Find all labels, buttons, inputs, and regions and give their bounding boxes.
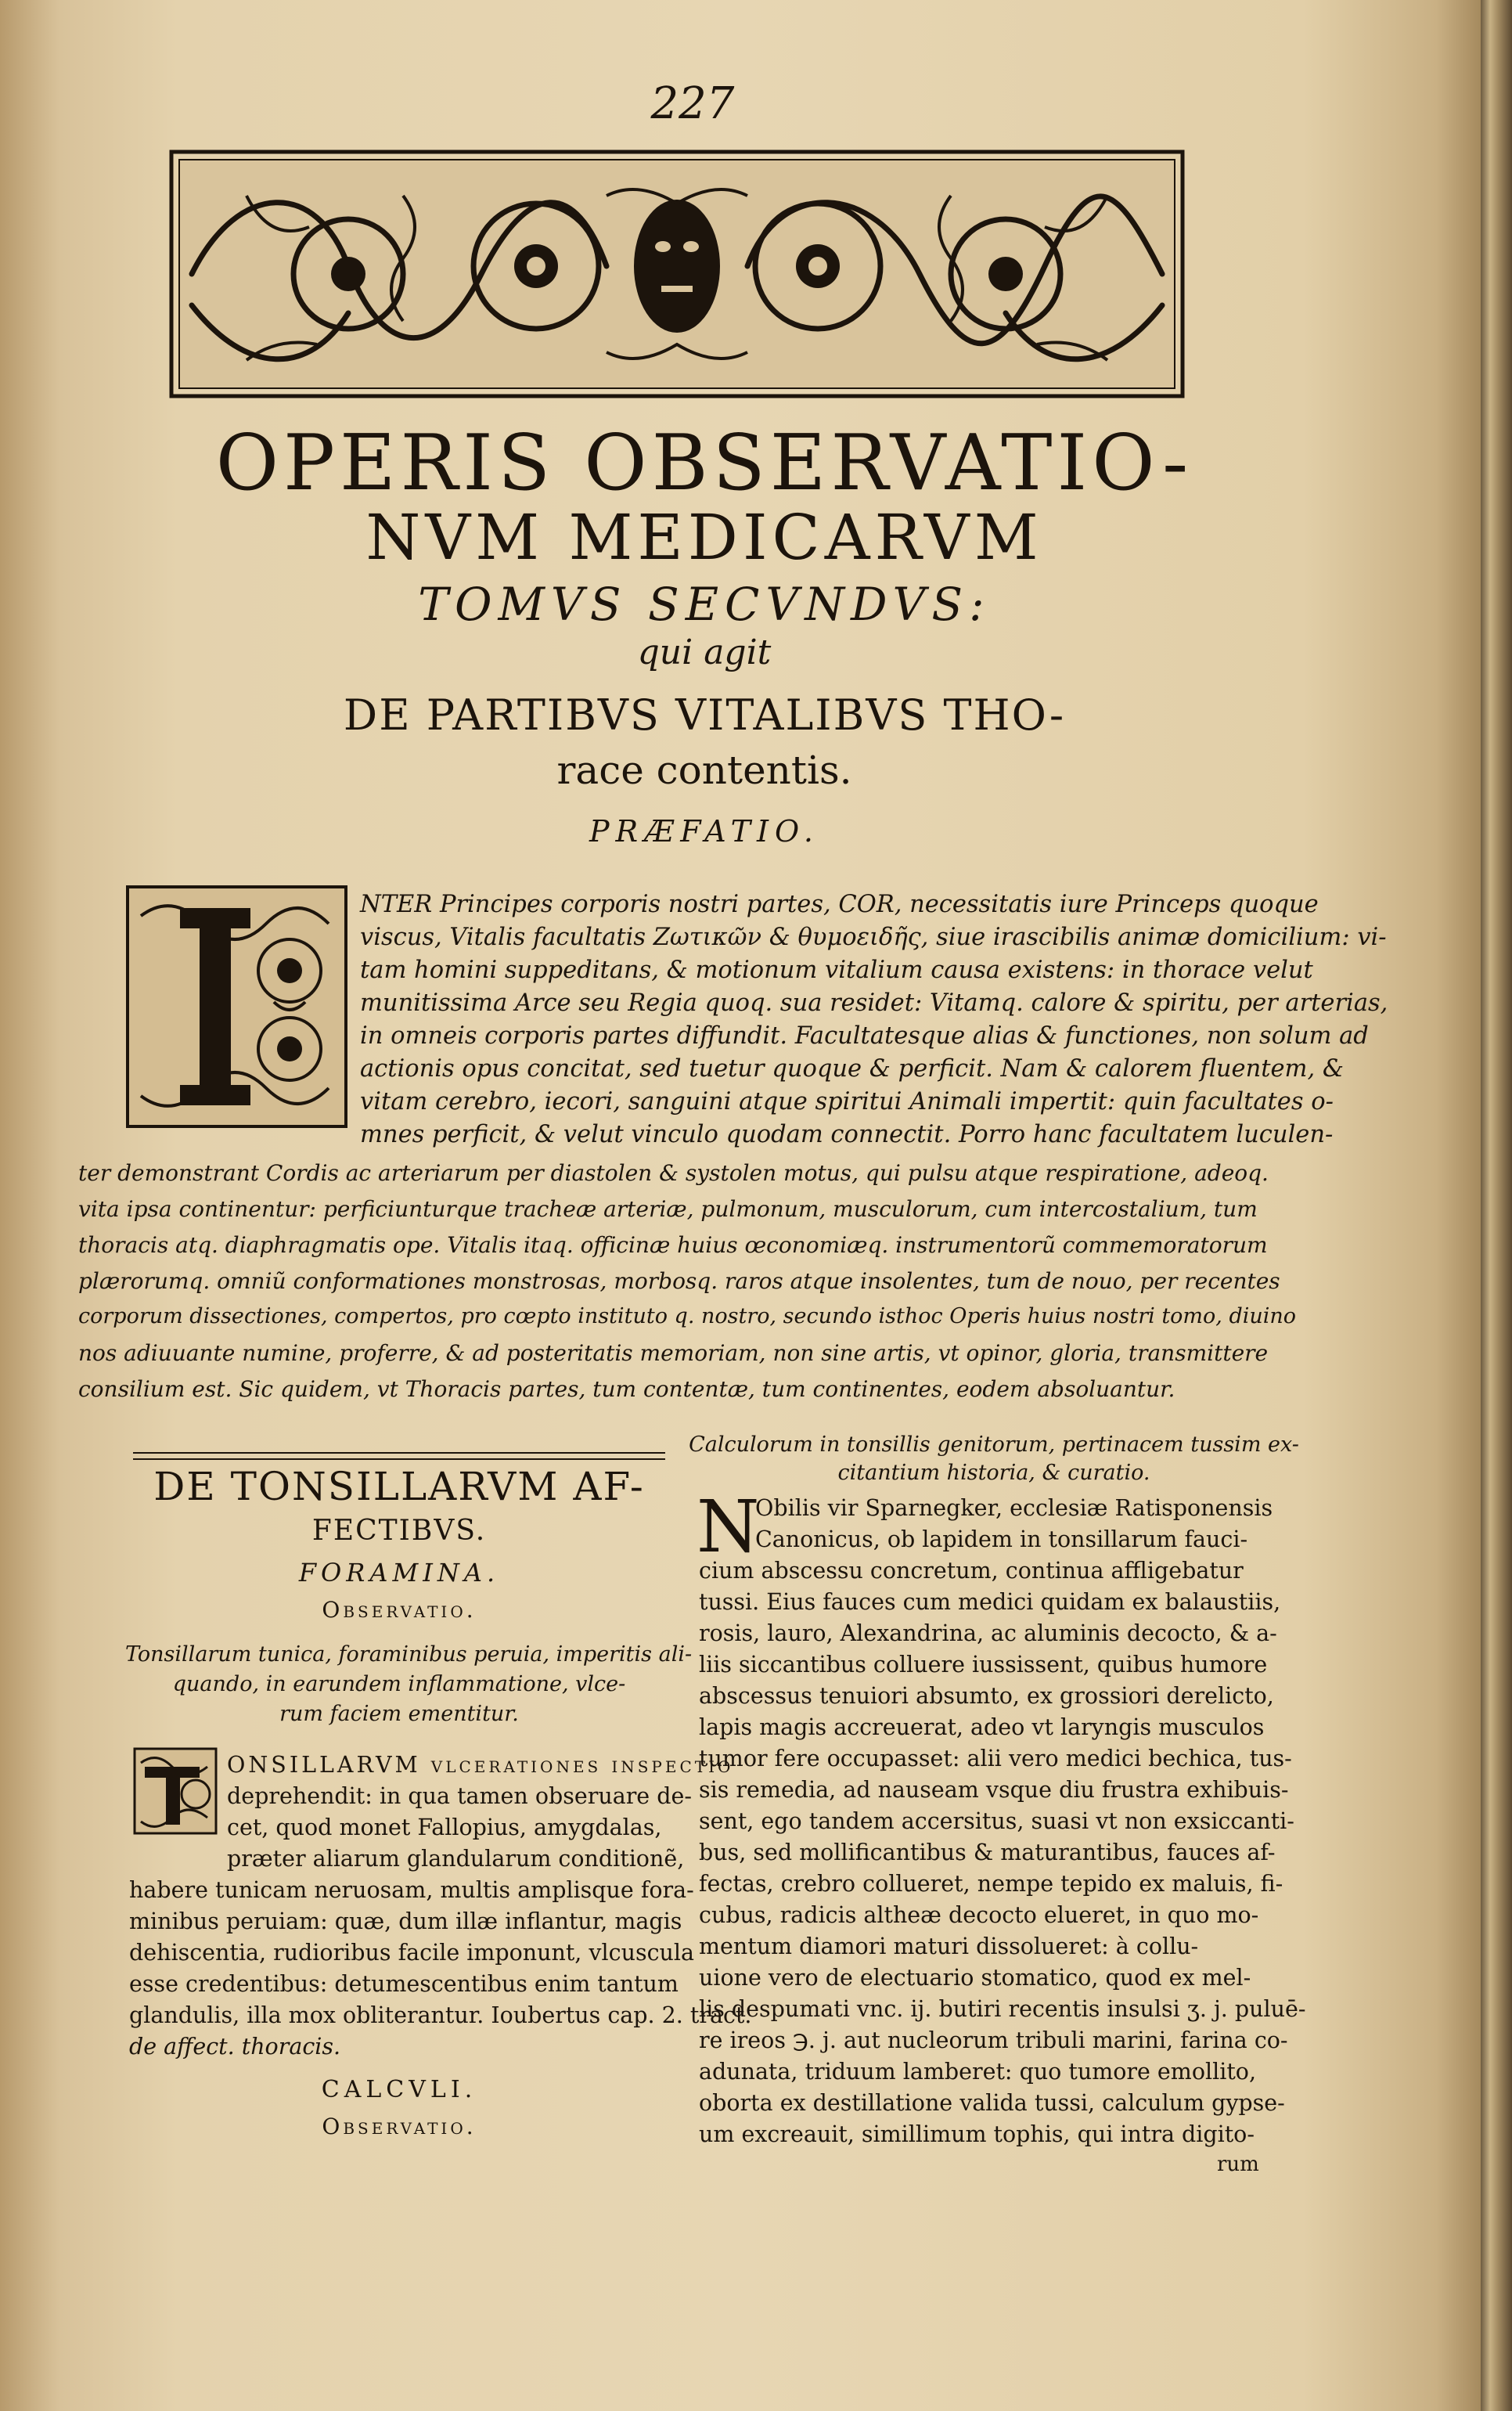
right-heading-line: citantium historia, & curatio. [837,1461,1150,1485]
body-line: sis remedia, ad nauseam vsque diu frustra exhibuis- [699,1777,1289,1803]
body-line: habere tunicam neruosam, multis amplisque fora- [129,1877,694,1903]
column-divider-rule [133,1452,665,1460]
body-line: tussi. Eius fauces cum medici quidam ex balaustiis, [699,1589,1281,1615]
body-line: oborta ex destillatione valida tussi, calculum gypse- [699,2090,1285,2116]
preface-line: NTER Principes corporis nostri partes, COR, necessitatis iure Princeps quoque [360,891,1319,918]
body-line: liis siccantibus colluere iussissent, quibus humore [699,1652,1268,1678]
preface-line: ter demonstrant Cordis ac arteriarum per diastolen & systolen motus, qui pulsu atque respiratione, adeoq. [78,1160,1269,1186]
body-line: de affect. thoracis. [129,2034,341,2060]
catchword: rum [1217,2153,1259,2176]
body-line: mentum diamori maturi dissolueret: à collu- [699,1933,1199,1959]
body-line: lapis magis accreuerat, adeo vt laryngis musculos [699,1714,1265,1740]
preface-line: tam homini suppeditans, & motionum vitalium causa existens: in thorace velut [360,957,1313,984]
body-line: adunata, triduum lamberet: quo tumore emollito, [699,2059,1256,2085]
body-first-line: ONSILLARVM vlcerationes inspectio [227,1752,734,1778]
body-line: bus, sed mollificantibus & maturantibus, fauces af- [699,1840,1276,1865]
preface-line: vitam cerebro, iecori, sanguini atque spiritui Animali impertit: quin facultates o- [360,1088,1334,1115]
book-spine-edge [1481,0,1512,2411]
preface-line: nos adiuuante numine, proferre, & ad posteritatis memoriam, non sine artis, vt opinor, gloria, transmittere [78,1340,1269,1366]
left-title-line-1: DE TONSILLARVM AF- [153,1464,645,1509]
title-line-4: qui agit [637,632,772,672]
body-line: tumor fere occupasset: alii vero medici bechica, tus- [699,1746,1292,1771]
preface-line: plærorumq. omniũ conformationes monstrosas, morbosq. raros atque insolentes, tum de nouo, per recentes [78,1268,1280,1294]
body-line: cubus, radicis altheæ decocto elueret, in quo mo- [699,1902,1259,1928]
body-line: Canonicus, ob lapidem in tonsillarum fauci- [755,1526,1248,1552]
body-line: Obilis vir Sparnegker, ecclesiæ Ratisponensis [755,1495,1273,1521]
body-line: re ireos ℈. j. aut nucleorum tribuli marini, farina co- [699,2027,1288,2053]
body-line: glandulis, illa mox obliterantur. Ioubertus cap. 2. tract. [129,2002,752,2028]
preface-line: mnes perficit, & velut vinculo quodam connectit. Porro hanc facultatem luculen- [360,1121,1334,1148]
left-title-line-2: FECTIBVS. [311,1515,487,1547]
observatio-label: Observatio. [322,1597,477,1623]
summary-line: rum faciem ementitur. [279,1702,519,1726]
preface-line: consilium est. Sic quidem, vt Thoracis partes, tum contentæ, tum continentes, eodem absoluantur. [78,1376,1175,1402]
body-line [227,1752,733,1778]
preface-heading: PRÆFATIO. [589,814,819,849]
preface-line: in omneis corporis partes diffundit. Facultatesque alias & functiones, non solum ad [360,1022,1369,1050]
body-line: sent, ego tandem accersitus, suasi vt non exsiccanti- [699,1808,1294,1834]
body-line: uione vero de electuario stomatico, quod ex mel- [699,1965,1251,1991]
body-line: esse credentibus: detumescentibus enim tantum [129,1971,679,1997]
title-line-1: OPERIS OBSERVATIO- [215,419,1193,508]
body-line: dehiscentia, rudioribus facile imponunt, vlcuscula [129,1940,695,1966]
preface-line: munitissima Arce seu Regia quoq. sua residet: Vitamq. calore & spiritu, per arterias, [360,989,1388,1017]
headpiece-ornament [168,149,1186,399]
preface-line: corporum dissectiones, compertos, pro cœpto instituto q. nostro, secundo isthoc Operis huius nostri tomo, diuino [78,1304,1297,1328]
section-foramina: FORAMINA. [298,1558,500,1588]
body-line: deprehendit: in qua tamen obseruare de- [227,1783,692,1809]
body-line: minibus peruiam: quæ, dum illæ inflantur, magis [129,1908,682,1934]
decorated-initial-t [133,1747,218,1835]
title-line-5: DE PARTIBVS VITALIBVS THO- [343,690,1066,740]
right-heading-line: Calculorum in tonsillis genitorum, pertinacem tussim ex- [689,1433,1299,1457]
body-line: cium abscessu concretum, continua affligebatur [699,1558,1244,1584]
title-line-3: TOMVS SECVNDVS: [418,578,991,631]
summary-line: Tonsillarum tunica, foraminibus peruia, imperitis ali- [125,1642,693,1667]
preface-line: actionis opus concitat, sed tuetur quoque & perficit. Nam & calorem fluentem, & [360,1055,1344,1083]
observatio-label-2: Observatio. [322,2114,477,2139]
preface-line: viscus, Vitalis facultatis Ζωτικῶν & θυμοειδῆς, siue irascibilis animæ domicilium: vi- [360,924,1387,951]
body-line: rosis, lauro, Alexandrina, ac aluminis decocto, & a- [699,1620,1277,1646]
section-calculi: CALCVLI. [321,2076,477,2103]
decorated-initial-i [125,885,348,1129]
body-line: abscessus tenuiori absumto, ex grossiori derelicto, [699,1683,1274,1709]
initial-n: N [697,1485,760,1569]
body-line: præter aliarum glandularum conditionẽ, [227,1846,685,1872]
body-line: lis despumati vnc. ij. butiri recentis insulsi ʒ. j. puluē- [699,1996,1306,2022]
summary-line: quando, in earundem inflammatione, vlce- [172,1672,626,1696]
body-line: um excreauit, simillimum tophis, qui intra digito- [699,2121,1255,2147]
body-line: fectas, crebro collueret, nempe tepido ex maluis, fi- [699,1871,1283,1897]
preface-line: thoracis atq. diaphragmatis ope. Vitalis itaq. officinæ huius œconomiæq. instrumentorũ commemoratorum [78,1232,1268,1258]
title-line-6: race contentis. [556,748,852,793]
page-number: 227 [650,78,735,129]
preface-line: vita ipsa continentur: perficiunturque tracheæ arteriæ, pulmonum, musculorum, cum intercostalium, tum [78,1196,1258,1222]
body-line: cet, quod monet Fallopius, amygdalas, [227,1815,662,1840]
title-line-2: NVM MEDICARVM [365,501,1043,574]
